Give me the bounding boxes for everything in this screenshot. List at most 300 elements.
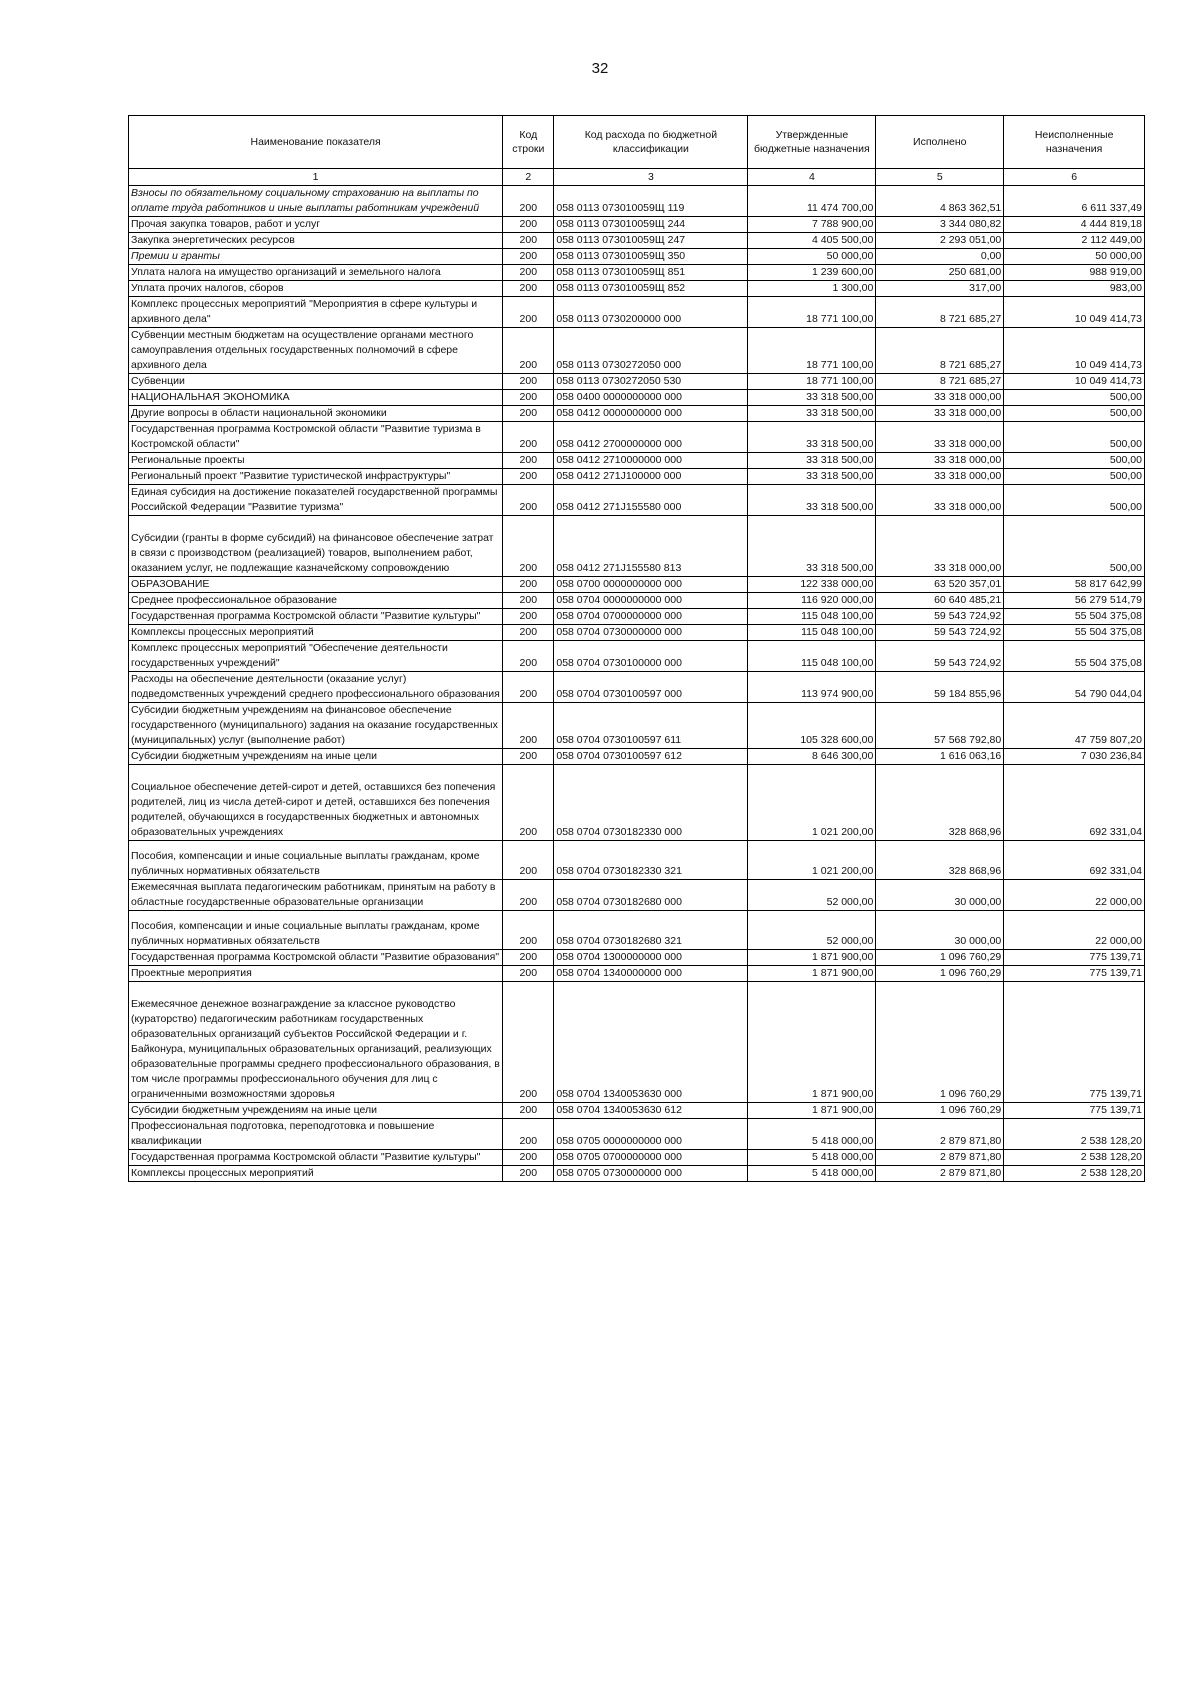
row-line-code: 200	[503, 609, 554, 625]
row-budget-code: 058 0412 271J100000 000	[554, 469, 748, 485]
row-name-cell	[129, 609, 503, 625]
row-line-code: 200	[503, 297, 554, 328]
row-executed: 33 318 000,00	[876, 453, 1004, 469]
row-name-cell	[129, 406, 503, 422]
row-name: Комплекс процессных мероприятий "Обеспечение деятельности государственных учреждений"	[131, 642, 448, 669]
row-unexecuted: 55 504 375,08	[1004, 609, 1145, 625]
row-name-cell	[129, 950, 503, 966]
row-budget-code: 058 0113 073010059Щ 244	[554, 217, 748, 233]
row-unexecuted: 775 139,71	[1004, 982, 1145, 1103]
row-name: Государственная программа Костромской области "Развитие туризма в Костромской области"	[131, 423, 481, 450]
row-budget-code: 058 0113 0730272050 530	[554, 374, 748, 390]
table-row	[129, 469, 1145, 485]
row-executed: 1 616 063,16	[876, 749, 1004, 765]
header-unexecuted: Неисполненные назначения	[1004, 116, 1145, 169]
row-budget-code: 058 0704 0730100597 000	[554, 672, 748, 703]
row-executed: 33 318 000,00	[876, 422, 1004, 453]
blank-line	[131, 982, 500, 997]
row-line-code: 200	[503, 422, 554, 453]
row-executed: 33 318 000,00	[876, 516, 1004, 577]
row-name-cell	[129, 1150, 503, 1166]
blank-line	[131, 911, 500, 919]
row-line-code: 200	[503, 880, 554, 911]
row-approved: 4 405 500,00	[748, 233, 876, 249]
row-executed: 57 568 792,80	[876, 703, 1004, 749]
table-row	[129, 765, 1145, 841]
row-name-cell	[129, 281, 503, 297]
table-row	[129, 186, 1145, 217]
row-executed: 59 184 855,96	[876, 672, 1004, 703]
row-approved: 105 328 600,00	[748, 703, 876, 749]
row-executed: 250 681,00	[876, 265, 1004, 281]
row-line-code: 200	[503, 281, 554, 297]
row-approved: 33 318 500,00	[748, 422, 876, 453]
row-name-cell	[129, 265, 503, 281]
blank-line	[131, 841, 500, 849]
row-name: Уплата прочих налогов, сборов	[131, 282, 284, 294]
row-budget-code: 058 0704 1340053630 000	[554, 982, 748, 1103]
row-budget-code: 058 0704 0730182680 000	[554, 880, 748, 911]
row-line-code: 200	[503, 516, 554, 577]
row-budget-code: 058 0704 1340000000 000	[554, 966, 748, 982]
row-budget-code: 058 0704 0730100597 612	[554, 749, 748, 765]
row-executed: 328 868,96	[876, 841, 1004, 880]
row-line-code: 200	[503, 625, 554, 641]
row-approved: 33 318 500,00	[748, 406, 876, 422]
row-executed: 59 543 724,92	[876, 625, 1004, 641]
row-line-code: 200	[503, 577, 554, 593]
row-line-code: 200	[503, 749, 554, 765]
row-name: Субсидии бюджетным учреждениям на иные цели	[131, 750, 377, 762]
row-name: Субвенции местным бюджетам на осуществление органами местного самоуправления отдельных государственных полномочий в сфере архивного дела	[131, 329, 474, 371]
row-approved: 5 418 000,00	[748, 1166, 876, 1182]
row-unexecuted: 10 049 414,73	[1004, 328, 1145, 374]
row-executed: 33 318 000,00	[876, 469, 1004, 485]
row-approved: 8 646 300,00	[748, 749, 876, 765]
row-executed: 3 344 080,82	[876, 217, 1004, 233]
row-approved: 122 338 000,00	[748, 577, 876, 593]
row-name: Закупка энергетических ресурсов	[131, 234, 295, 246]
row-executed: 59 543 724,92	[876, 641, 1004, 672]
row-line-code: 200	[503, 374, 554, 390]
row-budget-code: 058 0412 271J155580 813	[554, 516, 748, 577]
row-name: Другие вопросы в области национальной экономики	[131, 407, 387, 419]
column-number: 4	[748, 169, 876, 186]
row-approved: 113 974 900,00	[748, 672, 876, 703]
row-budget-code: 058 0113 073010059Щ 247	[554, 233, 748, 249]
row-executed: 0,00	[876, 249, 1004, 265]
table-row	[129, 328, 1145, 374]
row-name: Среднее профессиональное образование	[131, 594, 337, 606]
row-unexecuted: 2 112 449,00	[1004, 233, 1145, 249]
column-number: 2	[503, 169, 554, 186]
row-line-code: 200	[503, 841, 554, 880]
row-approved: 18 771 100,00	[748, 297, 876, 328]
row-approved: 1 871 900,00	[748, 1103, 876, 1119]
row-name-cell	[129, 1119, 503, 1150]
table-row	[129, 281, 1145, 297]
row-executed: 1 096 760,29	[876, 966, 1004, 982]
row-name: Государственная программа Костромской области "Развитие культуры"	[131, 610, 481, 622]
header-name: Наименование показателя	[129, 116, 503, 169]
row-name-cell	[129, 672, 503, 703]
row-unexecuted: 692 331,04	[1004, 841, 1145, 880]
table-row	[129, 406, 1145, 422]
row-unexecuted: 54 790 044,04	[1004, 672, 1145, 703]
row-unexecuted: 500,00	[1004, 422, 1145, 453]
row-name: Профессиональная подготовка, переподготовка и повышение квалификации	[131, 1120, 435, 1147]
row-executed: 2 293 051,00	[876, 233, 1004, 249]
row-approved: 1 021 200,00	[748, 841, 876, 880]
row-approved: 52 000,00	[748, 911, 876, 950]
row-approved: 7 788 900,00	[748, 217, 876, 233]
row-budget-code: 058 0705 0000000000 000	[554, 1119, 748, 1150]
row-budget-code: 058 0412 2700000000 000	[554, 422, 748, 453]
table-row	[129, 485, 1145, 516]
row-budget-code: 058 0704 0000000000 000	[554, 593, 748, 609]
row-name-cell	[129, 422, 503, 453]
table-row	[129, 641, 1145, 672]
row-executed: 328 868,96	[876, 765, 1004, 841]
table-row	[129, 1166, 1145, 1182]
row-line-code: 200	[503, 982, 554, 1103]
row-approved: 1 239 600,00	[748, 265, 876, 281]
row-unexecuted: 775 139,71	[1004, 1103, 1145, 1119]
row-approved: 116 920 000,00	[748, 593, 876, 609]
row-executed: 2 879 871,80	[876, 1150, 1004, 1166]
row-unexecuted: 10 049 414,73	[1004, 374, 1145, 390]
row-budget-code: 058 0113 073010059Щ 350	[554, 249, 748, 265]
row-approved: 5 418 000,00	[748, 1119, 876, 1150]
row-approved: 1 871 900,00	[748, 982, 876, 1103]
table-row	[129, 749, 1145, 765]
row-name-cell	[129, 765, 503, 841]
row-line-code: 200	[503, 217, 554, 233]
row-unexecuted: 500,00	[1004, 453, 1145, 469]
row-budget-code: 058 0704 0730000000 000	[554, 625, 748, 641]
row-unexecuted: 775 139,71	[1004, 966, 1145, 982]
row-executed: 8 721 685,27	[876, 297, 1004, 328]
table-row	[129, 880, 1145, 911]
row-executed: 33 318 000,00	[876, 406, 1004, 422]
row-unexecuted: 56 279 514,79	[1004, 593, 1145, 609]
row-name-cell	[129, 703, 503, 749]
row-name-cell	[129, 233, 503, 249]
row-executed: 59 543 724,92	[876, 609, 1004, 625]
row-name-cell	[129, 453, 503, 469]
row-executed: 2 879 871,80	[876, 1119, 1004, 1150]
row-budget-code: 058 0704 0730100000 000	[554, 641, 748, 672]
column-number: 3	[554, 169, 748, 186]
row-name: Прочая закупка товаров, работ и услуг	[131, 218, 321, 230]
table-row	[129, 950, 1145, 966]
table-row	[129, 1119, 1145, 1150]
table-row	[129, 911, 1145, 950]
row-budget-code: 058 0704 0730182330 000	[554, 765, 748, 841]
row-budget-code: 058 0704 0730182680 321	[554, 911, 748, 950]
row-approved: 33 318 500,00	[748, 453, 876, 469]
row-name: Взносы по обязательному социальному страхованию на выплаты по оплате труда работников и иные выплаты работникам учреждений	[131, 187, 480, 214]
row-name-cell	[129, 880, 503, 911]
row-unexecuted: 10 049 414,73	[1004, 297, 1145, 328]
row-line-code: 200	[503, 265, 554, 281]
row-approved: 115 048 100,00	[748, 625, 876, 641]
table-row	[129, 233, 1145, 249]
row-line-code: 200	[503, 765, 554, 841]
row-approved: 1 300,00	[748, 281, 876, 297]
table-row	[129, 966, 1145, 982]
row-name: Проектные мероприятия	[131, 967, 252, 979]
row-name-cell	[129, 841, 503, 880]
table-row	[129, 609, 1145, 625]
row-name: Уплата налога на имущество организаций и земельного налога	[131, 266, 441, 278]
row-name: Государственная программа Костромской области "Развитие культуры"	[131, 1151, 481, 1163]
row-line-code: 200	[503, 950, 554, 966]
row-name: ОБРАЗОВАНИЕ	[131, 578, 210, 590]
row-approved: 11 474 700,00	[748, 186, 876, 217]
row-name: Единая субсидия на достижение показателей государственной программы Российской Федерации "Развитие туризма"	[131, 486, 498, 513]
row-budget-code: 058 0113 0730272050 000	[554, 328, 748, 374]
row-line-code: 200	[503, 1166, 554, 1182]
table-row	[129, 672, 1145, 703]
row-name-cell	[129, 328, 503, 374]
row-executed: 1 096 760,29	[876, 950, 1004, 966]
row-name: Пособия, компенсации и иные социальные выплаты гражданам, кроме публичных нормативных обязательств	[131, 920, 480, 947]
row-executed: 8 721 685,27	[876, 328, 1004, 374]
table-row	[129, 625, 1145, 641]
row-name-cell	[129, 625, 503, 641]
row-line-code: 200	[503, 485, 554, 516]
row-unexecuted: 983,00	[1004, 281, 1145, 297]
row-line-code: 200	[503, 703, 554, 749]
row-name: Субвенции	[131, 375, 185, 387]
row-name-cell	[129, 186, 503, 217]
row-name: Расходы на обеспечение деятельности (оказание услуг) подведомственных учреждений среднего профессионального образования	[131, 673, 500, 700]
row-unexecuted: 22 000,00	[1004, 880, 1145, 911]
row-line-code: 200	[503, 469, 554, 485]
row-executed: 30 000,00	[876, 880, 1004, 911]
header-budget-code: Код расхода по бюджетной классификации	[554, 116, 748, 169]
row-unexecuted: 692 331,04	[1004, 765, 1145, 841]
table-row	[129, 577, 1145, 593]
table-row	[129, 422, 1145, 453]
column-number-row	[129, 169, 1145, 186]
row-name: Комплексы процессных мероприятий	[131, 1167, 314, 1179]
row-budget-code: 058 0704 0730100597 611	[554, 703, 748, 749]
row-name-cell	[129, 516, 503, 577]
row-unexecuted: 2 538 128,20	[1004, 1119, 1145, 1150]
row-line-code: 200	[503, 911, 554, 950]
row-unexecuted: 988 919,00	[1004, 265, 1145, 281]
row-name-cell	[129, 217, 503, 233]
row-unexecuted: 500,00	[1004, 406, 1145, 422]
row-line-code: 200	[503, 453, 554, 469]
row-name: Пособия, компенсации и иные социальные выплаты гражданам, кроме публичных нормативных обязательств	[131, 850, 480, 877]
budget-report-table	[128, 115, 1145, 1182]
row-budget-code: 058 0704 0730182330 321	[554, 841, 748, 880]
row-line-code: 200	[503, 966, 554, 982]
table-row	[129, 390, 1145, 406]
row-budget-code: 058 0412 2710000000 000	[554, 453, 748, 469]
row-name-cell	[129, 577, 503, 593]
row-name: Субсидии бюджетным учреждениям на финансовое обеспечение государственного (муниципального) задания на оказание государственных (муниципальных) услуг (выполнение работ)	[131, 704, 498, 746]
row-approved: 33 318 500,00	[748, 390, 876, 406]
row-name-cell	[129, 593, 503, 609]
row-line-code: 200	[503, 1103, 554, 1119]
row-name-cell	[129, 249, 503, 265]
row-budget-code: 058 0400 0000000000 000	[554, 390, 748, 406]
row-name: Премии и гранты	[131, 250, 220, 262]
row-budget-code: 058 0113 073010059Щ 119	[554, 186, 748, 217]
row-executed: 2 879 871,80	[876, 1166, 1004, 1182]
row-name-cell	[129, 749, 503, 765]
row-name-cell	[129, 982, 503, 1103]
header-executed: Исполнено	[876, 116, 1004, 169]
row-name-cell	[129, 641, 503, 672]
row-approved: 115 048 100,00	[748, 609, 876, 625]
row-executed: 30 000,00	[876, 911, 1004, 950]
row-unexecuted: 22 000,00	[1004, 911, 1145, 950]
row-approved: 33 318 500,00	[748, 485, 876, 516]
row-executed: 1 096 760,29	[876, 982, 1004, 1103]
row-line-code: 200	[503, 1119, 554, 1150]
row-name: Региональные проекты	[131, 454, 245, 466]
row-unexecuted: 7 030 236,84	[1004, 749, 1145, 765]
row-budget-code: 058 0704 1340053630 612	[554, 1103, 748, 1119]
row-name-cell	[129, 966, 503, 982]
row-line-code: 200	[503, 593, 554, 609]
row-unexecuted: 47 759 807,20	[1004, 703, 1145, 749]
row-unexecuted: 55 504 375,08	[1004, 625, 1145, 641]
table-row	[129, 982, 1145, 1103]
row-approved: 18 771 100,00	[748, 374, 876, 390]
row-name-cell	[129, 390, 503, 406]
row-line-code: 200	[503, 249, 554, 265]
row-executed: 63 520 357,01	[876, 577, 1004, 593]
row-line-code: 200	[503, 328, 554, 374]
row-name-cell	[129, 297, 503, 328]
blank-line	[131, 765, 500, 780]
row-name: Субсидии бюджетным учреждениям на иные цели	[131, 1104, 377, 1116]
table-body	[129, 186, 1145, 1182]
row-name: НАЦИОНАЛЬНАЯ ЭКОНОМИКА	[131, 391, 290, 403]
table-row	[129, 297, 1145, 328]
row-unexecuted: 775 139,71	[1004, 950, 1145, 966]
table-row	[129, 1103, 1145, 1119]
row-budget-code: 058 0113 073010059Щ 852	[554, 281, 748, 297]
row-unexecuted: 500,00	[1004, 469, 1145, 485]
row-executed: 8 721 685,27	[876, 374, 1004, 390]
header-approved: Утвержденные бюджетные назначения	[748, 116, 876, 169]
row-name: Ежемесячная выплата педагогическим работникам, принятым на работу в областные государственные образовательные организации	[131, 881, 496, 908]
row-approved: 33 318 500,00	[748, 516, 876, 577]
row-executed: 4 863 362,51	[876, 186, 1004, 217]
column-number: 5	[876, 169, 1004, 186]
row-name-cell	[129, 911, 503, 950]
row-unexecuted: 4 444 819,18	[1004, 217, 1145, 233]
row-line-code: 200	[503, 406, 554, 422]
row-executed: 33 318 000,00	[876, 485, 1004, 516]
row-line-code: 200	[503, 672, 554, 703]
blank-line	[131, 516, 500, 531]
row-budget-code: 058 0412 271J155580 000	[554, 485, 748, 516]
row-name: Государственная программа Костромской области "Развитие образования"	[131, 951, 500, 963]
row-name-cell	[129, 374, 503, 390]
row-budget-code: 058 0704 1300000000 000	[554, 950, 748, 966]
row-unexecuted: 2 538 128,20	[1004, 1166, 1145, 1182]
table-row	[129, 249, 1145, 265]
row-approved: 50 000,00	[748, 249, 876, 265]
row-unexecuted: 6 611 337,49	[1004, 186, 1145, 217]
row-approved: 115 048 100,00	[748, 641, 876, 672]
row-approved: 52 000,00	[748, 880, 876, 911]
table-header-row	[129, 116, 1145, 169]
row-line-code: 200	[503, 233, 554, 249]
row-approved: 5 418 000,00	[748, 1150, 876, 1166]
table-row	[129, 593, 1145, 609]
column-number: 6	[1004, 169, 1145, 186]
row-line-code: 200	[503, 641, 554, 672]
row-executed: 60 640 485,21	[876, 593, 1004, 609]
row-approved: 1 871 900,00	[748, 950, 876, 966]
row-approved: 1 021 200,00	[748, 765, 876, 841]
row-name: Региональный проект "Развитие туристической инфраструктуры"	[131, 470, 451, 482]
row-unexecuted: 500,00	[1004, 485, 1145, 516]
row-unexecuted: 2 538 128,20	[1004, 1150, 1145, 1166]
table-row	[129, 453, 1145, 469]
table-row	[129, 265, 1145, 281]
table-row	[129, 374, 1145, 390]
header-line-code: Код строки	[503, 116, 554, 169]
table-row	[129, 841, 1145, 880]
row-approved: 1 871 900,00	[748, 966, 876, 982]
row-name: Социальное обеспечение детей-сирот и детей, оставшихся без попечения родителей, лиц из числа детей-сирот и детей, оставшихся без попечения родителей, обучающихся в государственных бюджетных и автономных образовательных учреждениях	[131, 781, 496, 838]
row-executed: 317,00	[876, 281, 1004, 297]
row-name-cell	[129, 1166, 503, 1182]
row-budget-code: 058 0412 0000000000 000	[554, 406, 748, 422]
page-number: 32	[591, 60, 609, 77]
row-budget-code: 058 0113 0730200000 000	[554, 297, 748, 328]
row-unexecuted: 500,00	[1004, 390, 1145, 406]
row-approved: 18 771 100,00	[748, 328, 876, 374]
row-budget-code: 058 0113 073010059Щ 851	[554, 265, 748, 281]
row-approved: 33 318 500,00	[748, 469, 876, 485]
row-budget-code: 058 0704 0700000000 000	[554, 609, 748, 625]
row-executed: 33 318 000,00	[876, 390, 1004, 406]
row-line-code: 200	[503, 390, 554, 406]
row-name: Ежемесячное денежное вознаграждение за классное руководство (кураторство) педагогическим работникам государственных образовательных организаций субъектов Российской Федерации и г. Байконура, муниципальных образовательных организаций, реализующих образовательные программы среднего профессионального образования, в том числе программы профессионального обучения для лиц с ограниченными возможностями здоровья	[131, 998, 500, 1100]
column-number: 1	[129, 169, 503, 186]
row-line-code: 200	[503, 186, 554, 217]
row-unexecuted: 55 504 375,08	[1004, 641, 1145, 672]
row-name: Комплекс процессных мероприятий "Мероприятия в сфере культуры и архивного дела"	[131, 298, 478, 325]
row-name: Субсидии (гранты в форме субсидий) на финансовое обеспечение затрат в связи с производством (реализацией) товаров, выполнением работ, оказанием услуг, не подлежащие казначейскому сопровождению	[131, 532, 494, 574]
row-unexecuted: 58 817 642,99	[1004, 577, 1145, 593]
row-budget-code: 058 0700 0000000000 000	[554, 577, 748, 593]
table-row	[129, 217, 1145, 233]
row-name-cell	[129, 469, 503, 485]
table-row	[129, 703, 1145, 749]
row-budget-code: 058 0705 0700000000 000	[554, 1150, 748, 1166]
row-line-code: 200	[503, 1150, 554, 1166]
row-name: Комплексы процессных мероприятий	[131, 626, 314, 638]
row-unexecuted: 50 000,00	[1004, 249, 1145, 265]
row-name-cell	[129, 485, 503, 516]
row-name-cell	[129, 1103, 503, 1119]
row-executed: 1 096 760,29	[876, 1103, 1004, 1119]
row-unexecuted: 500,00	[1004, 516, 1145, 577]
table-row	[129, 1150, 1145, 1166]
